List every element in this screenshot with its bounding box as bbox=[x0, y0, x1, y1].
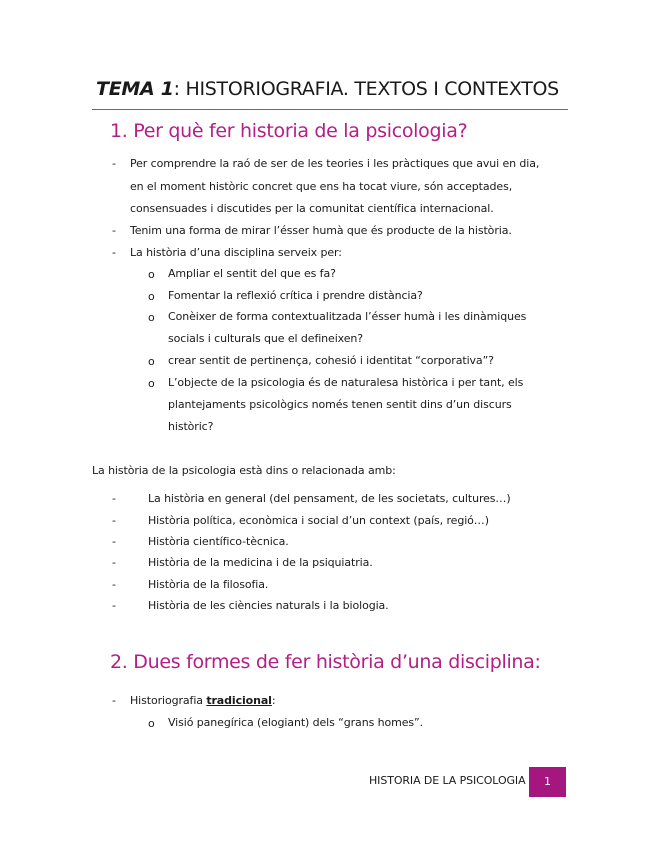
bullet-dash: - bbox=[112, 556, 116, 569]
section-2-item-prefix: Historiografia bbox=[130, 694, 207, 707]
bullet-dash: - bbox=[112, 514, 116, 527]
sub-item-3-line-1: Conèixer de forma contextualitzada l’ésser humà i les dinàmiques bbox=[168, 310, 527, 323]
footer-label: HISTORIA DE LA PSICOLOGIA bbox=[369, 774, 526, 787]
bullet-dash: - bbox=[112, 578, 116, 591]
relation-item-4: Història de la medicina i de la psiquiatria. bbox=[148, 556, 373, 569]
sub-item-5-line-3: històric? bbox=[168, 420, 214, 433]
sub-item-5-line-2: plantejaments psicològics només tenen sentit dins d’un discurs bbox=[168, 398, 512, 411]
relation-item-6: Història de les ciències naturals i la biologia. bbox=[148, 599, 389, 612]
section-2-item bbox=[130, 694, 275, 707]
bullet-1-line-2: en el moment històric concret que ens ha tocat viure, són acceptades, bbox=[130, 180, 513, 193]
bullet-2-line-1: Tenim una forma de mirar l’ésser humà que és producte de la història. bbox=[130, 224, 512, 237]
bullet-dash: - bbox=[112, 157, 116, 170]
sub-bullet-marker: o bbox=[148, 311, 155, 324]
section-2-item-suffix: : bbox=[271, 694, 276, 707]
bullet-dash: - bbox=[112, 224, 116, 237]
relation-item-3: Història científico-tècnica. bbox=[148, 535, 289, 548]
sub-item-1: Ampliar el sentit del que es fa? bbox=[168, 267, 336, 280]
bullet-dash: - bbox=[112, 599, 116, 612]
bullet-3-line-1: La història d’una disciplina serveix per: bbox=[130, 246, 342, 259]
relation-item-5: Història de la filosofia. bbox=[148, 578, 269, 591]
sub-item-2: Fomentar la reflexió crítica i prendre distància? bbox=[168, 289, 423, 302]
document-title bbox=[0, 78, 655, 100]
section-1-heading: 1. Per què fer historia de la psicologia? bbox=[110, 120, 468, 142]
relation-item-2: Història política, econòmica i social d’un context (país, regió…) bbox=[148, 514, 489, 527]
sub-bullet-marker: o bbox=[148, 355, 155, 368]
bullet-dash: - bbox=[112, 246, 116, 259]
bullet-dash: - bbox=[112, 535, 116, 548]
relation-intro: La història de la psicologia està dins o relacionada amb: bbox=[92, 464, 396, 477]
title-text: : HISTORIOGRAFIA. TEXTOS I CONTEXTOS bbox=[173, 78, 559, 100]
relation-item-1: La història en general (del pensament, de les societats, cultures…) bbox=[148, 492, 511, 505]
section-2-sub-item: Visió panegírica (elogiant) dels “grans homes”. bbox=[168, 716, 424, 729]
sub-bullet-marker: o bbox=[148, 717, 155, 730]
sub-bullet-marker: o bbox=[148, 268, 155, 281]
sub-bullet-marker: o bbox=[148, 290, 155, 303]
section-2-heading: 2. Dues formes de fer història d’una disciplina: bbox=[110, 651, 541, 673]
sub-item-5-line-1: L’objecte de la psicologia és de naturalesa històrica i per tant, els bbox=[168, 376, 524, 389]
tema-label: TEMA 1 bbox=[96, 78, 174, 100]
title-divider bbox=[92, 109, 568, 110]
bullet-1-line-1: Per comprendre la raó de ser de les teories i les pràctiques que avui en dia, bbox=[130, 157, 540, 170]
bullet-dash: - bbox=[112, 492, 116, 505]
bullet-dash: - bbox=[112, 694, 116, 707]
sub-item-4: crear sentit de pertinença, cohesió i identitat “corporativa”? bbox=[168, 354, 494, 367]
sub-item-3-line-2: socials i culturals que el defineixen? bbox=[168, 332, 364, 345]
sub-bullet-marker: o bbox=[148, 377, 155, 390]
bullet-1-line-3: consensuades i discutides per la comunitat científica internacional. bbox=[130, 202, 494, 215]
page-number: 1 bbox=[529, 767, 566, 797]
section-2-item-emphasis: tradicional bbox=[206, 694, 272, 707]
